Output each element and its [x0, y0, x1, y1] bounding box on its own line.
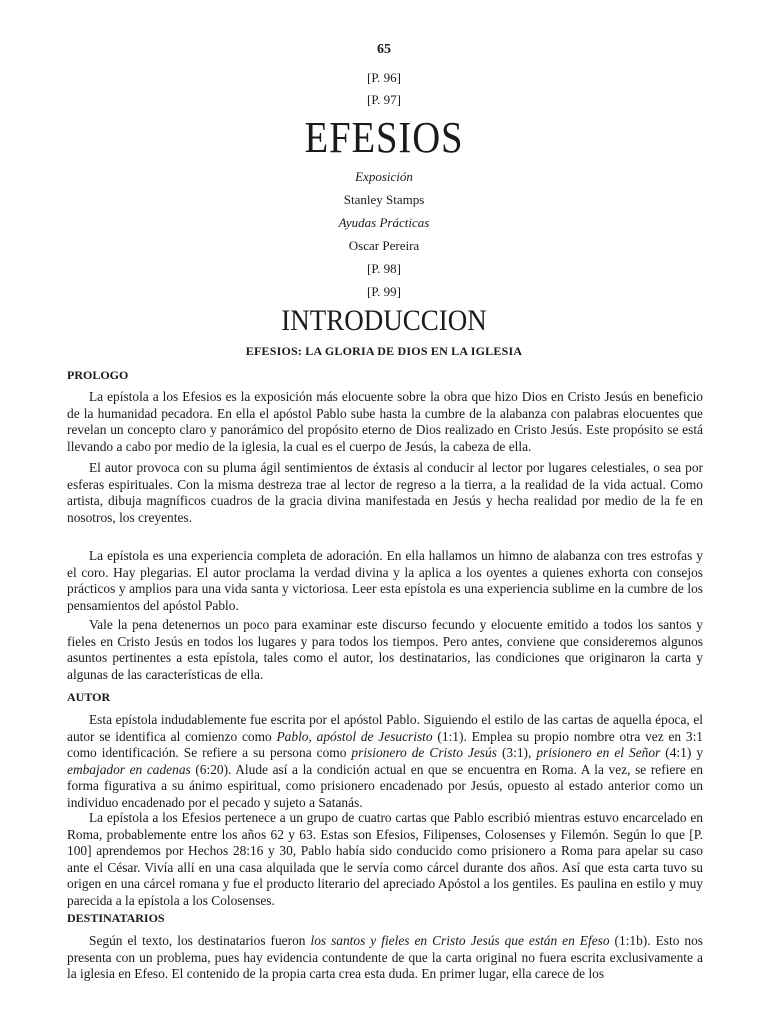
- paragraph: [67, 712, 703, 811]
- italic-citation: prisionero de Cristo Jesús: [351, 745, 497, 760]
- text-run: (4:1) y: [660, 745, 704, 760]
- paragraph: La epístola a los Efesios es la exposición más elocuente sobre la obra que hizo Dios en Cristo Jesús en beneficio de la humanidad pecadora. En ella el apóstol Pablo sube hasta la cumbre de la alabanza con palabras elocuentes que revelan un concepto claro y panorámico del propósito eterno de Dios realizado en Cristo Jesús. Este propósito se está llevando a cabo por medio de la iglesia, la cual es el cuerpo de Jesús, la cabeza de ella.: [67, 389, 703, 454]
- page-number: 65: [377, 42, 391, 57]
- page-reference: [P. 97]: [367, 92, 401, 107]
- introduction-subheading: EFESIOS: LA GLORIA DE DIOS EN LA IGLESIA: [245, 344, 523, 358]
- section-heading-autor: AUTOR: [67, 690, 111, 704]
- page-reference: [P. 98]: [367, 261, 401, 276]
- text-run: (6:20). Alude así a la condición actual en que se encuentra en Roma. A la vez, se refiere en forma figurativa a su ánimo espiritual, como prisionero encadenado por Jesús, opuesto al estado anterior como un individuo encadenado por el pecado y sujeto a Satanás.: [67, 761, 703, 810]
- paragraph: Vale la pena detenernos un poco para examinar este discurso fecundo y elocuente emitido a todos los santos y fieles en Cristo Jesús en todos los lugares y para todos los tiempos. Pero antes, conviene que consideremos algunos asuntos pertinentes a esta epístola, tales como el autor, los destinatarios, las condiciones que originaron la carta y algunas de las características de ella.: [67, 617, 703, 682]
- paragraph: El autor provoca con su pluma ágil sentimientos de éxtasis al conducir al lector por lugares celestiales, o sea por esferas espirituales. Con la misma destreza trae al lector de regreso a la tierra, a la realidad de la vida actual. Como artista, dibuja magníficos cuadros de la gracia divina manifestada en Jesús y hecha realidad por medio de la fe en nosotros, los creyentes.: [67, 460, 703, 525]
- paragraph: La epístola a los Efesios pertenece a un grupo de cuatro cartas que Pablo escribió mientras estuvo encarcelado en Roma, probablemente entre los años 62 y 63. Estas son Efesios, Filipenses, Colosenses y Filemón. Según lo que [P. 100] aprendemos por Hechos 28:16 y 30, Pablo había sido conducido como prisionero a Roma para apelar su caso ante el César. Vivía allí en una casa alquilada que le servía como cárcel durante dos años. Así que esta carta tuvo su origen en una cárcel romana y fue el producto literario del apreciado Apóstol a los gentiles. Es paulina en estilo y muy parecida a la epístola a los Colosenses.: [67, 810, 703, 908]
- paragraph: La epístola es una experiencia completa de adoración. En ella hallamos un himno de alabanza con tres estrofas y el coro. Hay plegarias. El autor proclama la verdad divina y la aplica a los oyentes a quienes exhorta con consejos prácticos y amplios para una vida santa y victoriosa. Leer esta epístola es una experiencia sublime en la cumbre de los pensamientos del apóstol Pablo.: [67, 548, 703, 613]
- text-run: Esta epístola indudablemente fue escrita por el apóstol Pablo. Siguiendo el estilo de las cartas de aquella época, el autor se identifica al comienzo como: [67, 712, 703, 744]
- ayudas-label: Ayudas Prácticas: [338, 215, 430, 230]
- text-run: (3:1),: [496, 745, 537, 760]
- italic-citation: embajador en cadenas: [67, 761, 191, 777]
- text-run: Según el texto, los destinatarios fueron: [89, 933, 311, 948]
- text-run: (1:1). Emplea su propio nombre otra vez en 3:1 como identificación. Se refiere a su persona como: [67, 728, 704, 760]
- ayudas-author: Oscar Pereira: [348, 238, 420, 253]
- italic-citation: los santos y fieles en Cristo Jesús que están en Efeso: [310, 933, 610, 948]
- italic-citation: prisionero en el Señor: [536, 745, 661, 760]
- paragraph: [67, 933, 703, 983]
- book-title: EFESIOS: [304, 113, 464, 162]
- italic-citation: Pablo, apóstol de Jesucristo: [276, 728, 433, 744]
- text-run: (1:1b). Esto nos presenta con un problema, pues hay evidencia contundente de que la carta original no fuera escrita exclusivamente a la iglesia en Efeso. El contenido de la propia carta crea esta duda. En primer lugar, ella carece de los: [67, 933, 703, 981]
- exposicion-label: Exposición: [355, 169, 413, 184]
- section-heading-destinatarios: DESTINATARIOS: [67, 911, 165, 925]
- introduction-heading: INTRODUCCION: [281, 304, 487, 337]
- section-heading-prologo: PROLOGO: [67, 368, 129, 382]
- page-reference: [P. 96]: [367, 70, 401, 85]
- exposicion-author: Stanley Stamps: [343, 192, 425, 207]
- page-reference: [P. 99]: [367, 284, 401, 299]
